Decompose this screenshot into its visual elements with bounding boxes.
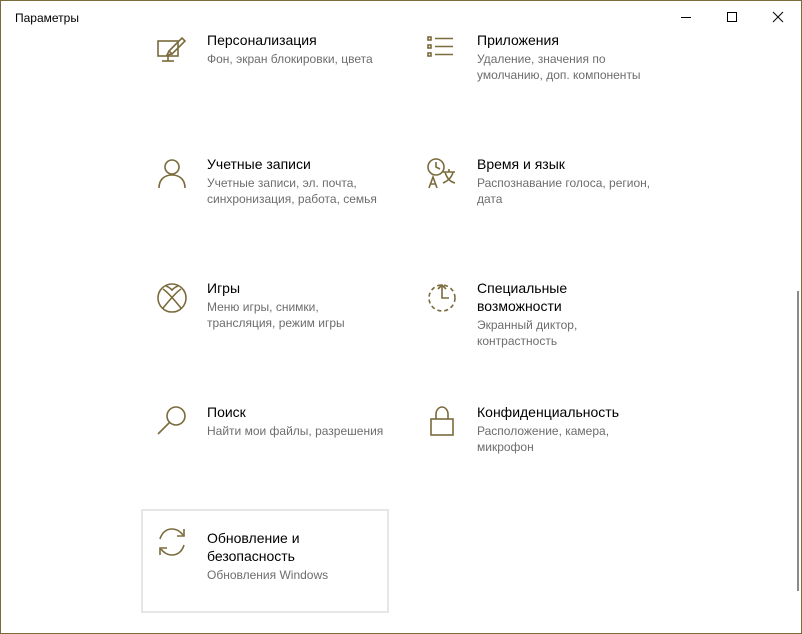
title-bar [1, 1, 801, 33]
search-icon [155, 405, 189, 439]
tile-description: Меню игры, снимки, трансляция, режим игры [207, 300, 345, 330]
tile-description: Учетные записи, эл. почта, синхронизация, работа, семья [207, 176, 377, 206]
tile-title: Специальные возможности [477, 280, 568, 314]
tile-title: Обновление и безопасность [207, 530, 300, 564]
tile-description: Удаление, значения по умолчанию, доп. компоненты [477, 52, 641, 82]
accounts-icon [155, 157, 189, 191]
window-title: Параметры [15, 11, 79, 25]
tile-gaming[interactable] [143, 279, 391, 379]
tile-description: Обновления Windows [207, 568, 329, 582]
tile-description: Найти мои файлы, разрешения [207, 424, 384, 438]
tile-description: Распознавание голоса, регион, дата [477, 176, 651, 206]
tile-description: Фон, экран блокировки, цвета [207, 52, 373, 66]
minimize-button[interactable] [663, 1, 709, 33]
tile-title: Приложения [477, 32, 559, 48]
maximize-icon [726, 11, 738, 23]
tile-description: Экранный диктор, контрастность [477, 318, 578, 348]
tile-time-language[interactable] [413, 155, 661, 255]
close-button[interactable] [755, 1, 801, 33]
tile-accounts[interactable] [143, 155, 391, 255]
apps-icon [425, 33, 459, 67]
minimize-icon [680, 11, 692, 23]
scrollbar[interactable] [797, 291, 799, 591]
update-icon [155, 525, 189, 559]
tile-update-security[interactable] [141, 509, 389, 613]
tile-title: Время и язык [477, 156, 565, 172]
close-icon [772, 11, 784, 23]
lock-icon [425, 405, 459, 439]
tile-ease-of-access[interactable] [413, 279, 661, 379]
tile-title: Персонализация [207, 32, 317, 48]
time-language-icon [425, 157, 459, 191]
tile-description: Расположение, камера, микрофон [477, 424, 610, 454]
ease-of-access-icon [425, 281, 459, 315]
tile-title: Поиск [207, 404, 246, 420]
tile-apps[interactable] [413, 31, 661, 131]
tile-search[interactable] [143, 403, 391, 503]
xbox-icon [155, 281, 189, 315]
tile-title: Учетные записи [207, 156, 311, 172]
tile-privacy[interactable] [413, 403, 661, 503]
tile-personalization[interactable] [143, 31, 391, 131]
personalization-icon [155, 33, 189, 67]
tile-title: Игры [207, 280, 241, 296]
maximize-button[interactable] [709, 1, 755, 33]
tile-title: Конфиденциальность [477, 404, 620, 420]
